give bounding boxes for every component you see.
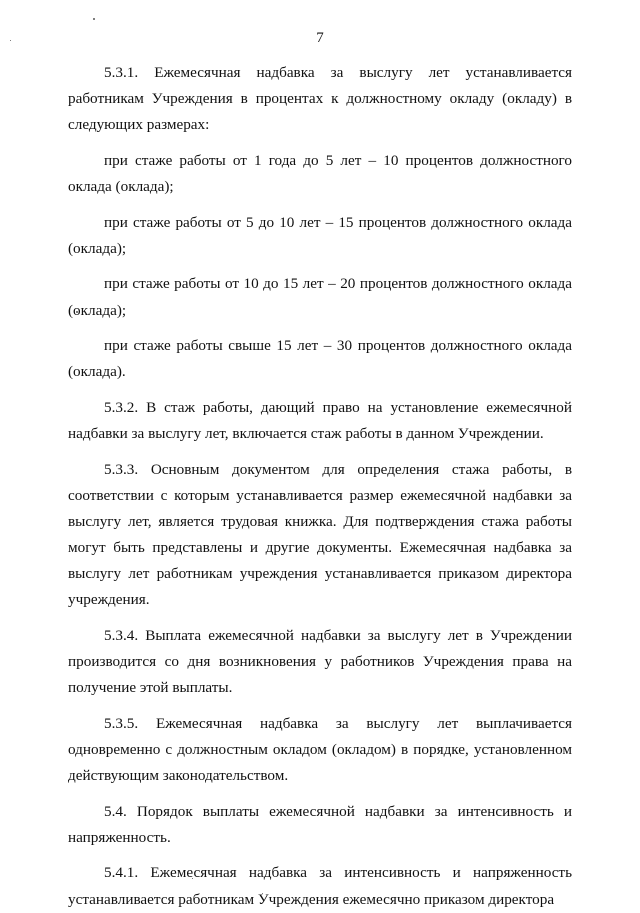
document-body — [68, 60, 572, 913]
list-item-5-10-years: при стаже работы от 5 до 10 лет – 15 процентов должностного оклада (оклада); — [68, 213, 572, 257]
paragraph-5-3-3: 5.3.3. Основным документом для определения стажа работы, в соответствии с которым устанавливается размер ежемесячной надбавки за выслугу лет, является трудовая книжка. Для подтверждения стажа работы могут быть представлены и другие документы. Ежемесячная надбавка за выслугу лет работникам учреждения устанавливается приказом директора учреждения. — [68, 460, 572, 609]
paragraph-5-3-2: 5.3.2. В стаж работы, дающий право на установление ежемесячной надбавки за выслугу лет, включается стаж работы в данном Учреждении. — [68, 399, 572, 443]
paragraph-5-3-1: 5.3.1. Ежемесячная надбавка за выслугу лет устанавливается работникам Учреждения в процентах к должностному окладу (окладу) в следующих размерах: — [68, 64, 572, 134]
paragraph-5-4-1: 5.4.1. Ежемесячная надбавка за интенсивность и напряженность устанавливается работникам Учреждения ежемесячно приказом директора — [68, 864, 572, 908]
paragraph-5-3-4: 5.3.4. Выплата ежемесячной надбавки за выслугу лет в Учреждении производится со дня возникновения у работников Учреждения права на получение этой выплаты. — [68, 626, 572, 697]
list-item-over-15-years: при стаже работы свыше 15 лет – 30 процентов должностного оклада (оклада). — [68, 337, 572, 381]
list-item-1-5-years: при стаже работы от 1 года до 5 лет – 10 процентов должностного оклада (оклада); — [68, 151, 572, 195]
list-item-10-15-years: при стаже работы от 10 до 15 лет – 20 процентов должностного оклада (оклада); — [68, 275, 572, 319]
page-number: 7 — [316, 30, 324, 46]
paragraph-5-3-5: 5.3.5. Ежемесячная надбавка за выслугу лет выплачивается одновременно с должностным окладом (окладом) в порядке, установленном действующим законодательством. — [68, 714, 572, 784]
scan-speck — [93, 18, 95, 20]
paragraph-5-4: 5.4. Порядок выплаты ежемесячной надбавки за интенсивность и напряженность. — [68, 802, 572, 846]
